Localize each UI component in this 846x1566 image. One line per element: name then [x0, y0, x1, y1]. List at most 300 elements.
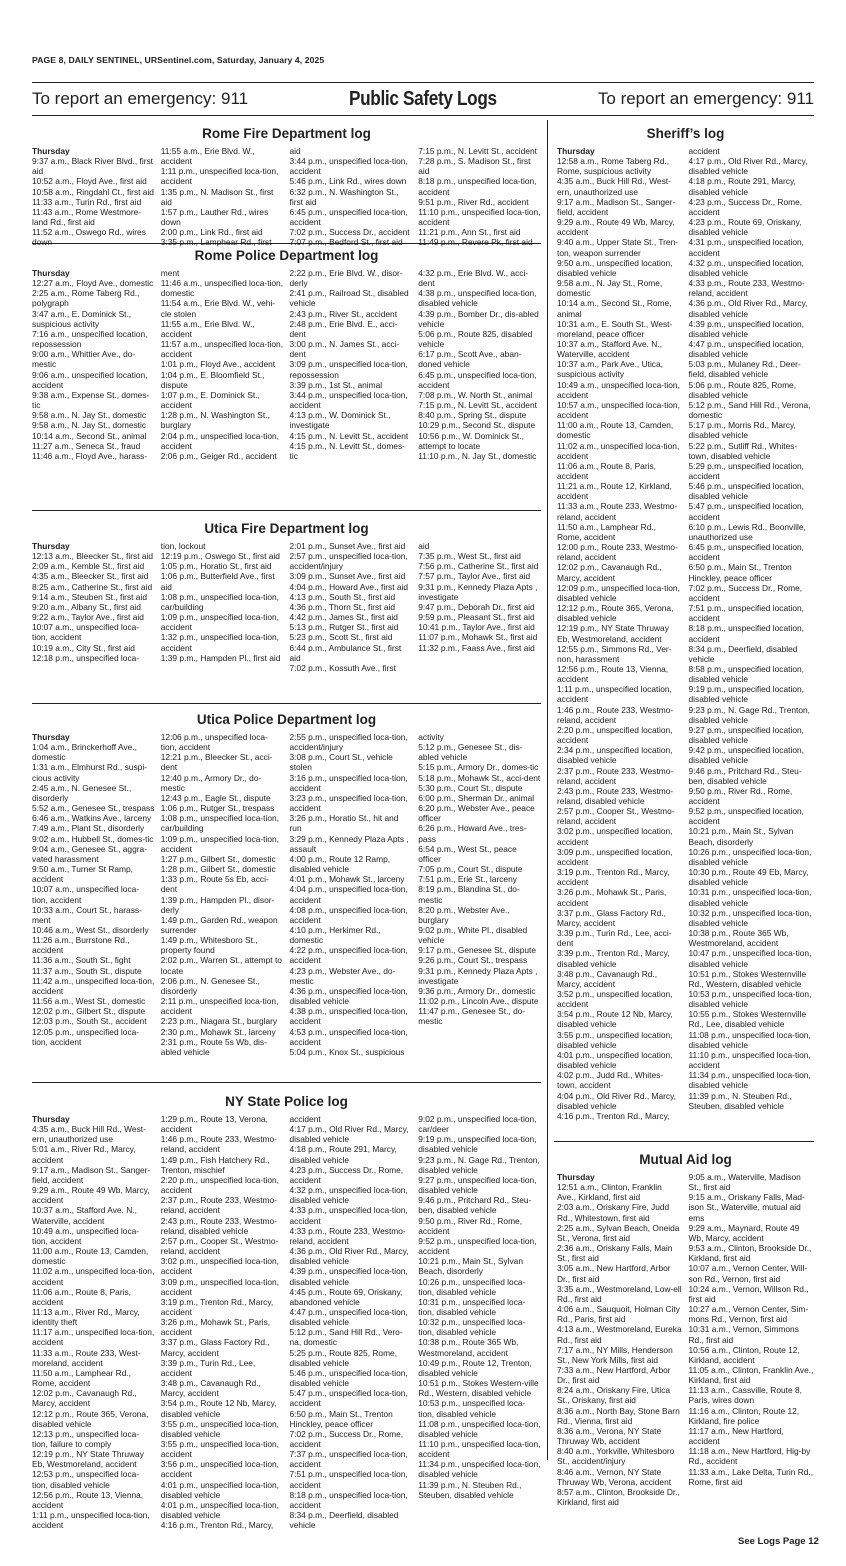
log-entry: 3:26 p.m., Horatio St., hit and run [289, 813, 399, 834]
log-entry: 11:13 a.m., River Rd., Marcy, identity theft [32, 1306, 140, 1328]
log-entry: 10:46 a.m., West St., disorderly [32, 924, 149, 935]
log-entry: 11:06 a.m., Route 8, Paris, accident [32, 1286, 131, 1307]
log-entry: 9:19 p.m., unspecified loca-tion, disabled vehicle [418, 1134, 537, 1155]
log-entry: 5:13 p.m., Rutger St., first aid [289, 622, 399, 633]
log-entry: 2:36 a.m., Oriskany Falls, Main St., first aid [557, 1243, 673, 1264]
log-entry: 9:31 p.m., Kennedy Plaza Apts , investigate [418, 581, 538, 602]
log-entry: 5:46 p.m., Link Rd., wires down [289, 176, 407, 187]
log-entry: 10:29 p.m., Second St., dispute [418, 420, 536, 431]
log-entry: 3:55 p.m., unspecified location, disabled vehicle [557, 1029, 673, 1050]
log-entry: 6:44 p.m., Ambulance St., first aid [289, 642, 402, 663]
log-entry: 9:27 p.m., unspecified loca-tion, disabled vehicle [418, 1174, 537, 1196]
log-entry: 10:57 a.m., unspecified loca-tion, accident [557, 399, 680, 421]
log-entry: 2:03 a.m., Oriskany Fire, Judd Rd., Whitestown, first aid [557, 1202, 670, 1223]
log-entry: 12:19 p.m., NY State Thruway Eb, Westmoreland, accident [32, 1449, 144, 1470]
log-entry: 10:55 p.m., Stokes Westernville Rd., Lee, disabled vehicle [688, 1009, 807, 1030]
log-entry: 3:39 p.m., 1st St., animal [289, 379, 383, 390]
log-entry: 3:16 p.m., unspecified loca-tion, accident [289, 772, 408, 793]
log-entry: 10:56 a.m., Clinton, Route 12, Kirkland, accident [688, 1344, 800, 1365]
log-entry: 5:47 p.m., unspecified loca-tion, accident [289, 1388, 408, 1409]
log-entry: 11:54 a.m., Erie Blvd. W., vehi-cle stolen [160, 298, 276, 319]
log-entry: 9:29 a.m., Maynard, Route 49 Wb, Marcy, accident [688, 1222, 800, 1243]
log-entry: 4:39 p.m., unspecified loca-tion, disabled vehicle [289, 1266, 408, 1287]
log-entry: 4:06 a.m., Sauquoit, Holman City Rd., Paris, first aid [557, 1304, 680, 1325]
log-entry: 11:02 a.m., unspecified loca-tion, accident [557, 440, 680, 461]
log-entry: 3:52 p.m., unspecified location, accident [557, 988, 673, 1010]
log-entry: 9:50 a.m., unspecified location, disabled vehicle [557, 257, 673, 278]
log-column [161, 541, 290, 673]
banner-rule [32, 115, 814, 116]
log-entry: 4:36 p.m., Old River Rd., Marcy, disabled vehicle [688, 298, 808, 319]
log-entry: 5:06 p.m., Route 825, disabled vehicle [418, 328, 533, 350]
log-entry: 10:31 p.m., unspecified loca-tion, disabled vehicle [418, 1296, 526, 1317]
log-entry: 12:51 a.m., Clinton, Franklin Ave., Kirkland, first aid [557, 1182, 662, 1203]
log-entry: 4:33 p.m., unspecified loca-tion, accident [289, 1205, 408, 1226]
log-entry: 10:37 a.m., Stafford Ave. N., Waterville, accident [557, 338, 662, 360]
log-entry: 1:09 p.m., unspecified loca-tion, accident [160, 833, 279, 854]
log-entry: 10:31 a.m., Vernon, Simmons Rd., first aid [688, 1324, 799, 1345]
log-entry: 5:22 p.m., Sutliff Rd., Whites-town, disabled vehicle [688, 440, 798, 461]
log-entry: tion, lockout [160, 541, 206, 551]
log-entry: 1:39 p.m., Hampden Pl., first aid [160, 652, 281, 663]
log-entry: 9:02 a.m., Hubbell St., domes-tic [32, 833, 154, 844]
log-entry: 2:55 p.m., unspecified loca-tion, accident/injury [289, 732, 408, 753]
log-entry: 10:14 a.m., Second St., animal [32, 430, 147, 441]
log-entry: 1:05 p.m., Horatio St., first aid [160, 561, 272, 572]
log-entry: 1:06 p.m., Rutger St., trespass [160, 803, 275, 814]
log-entry: 10:21 p.m., Main St., Sylvan Beach, disorderly [688, 826, 794, 847]
log-entry: 4:32 p.m., Erie Blvd. W., acci-dent [418, 268, 529, 289]
log-entry: 6:17 p.m., Scott Ave., aban-doned vehicle [418, 349, 522, 370]
log-entry: 11:39 p.m., N. Steuben Rd., Steuben, disabled vehicle [418, 1479, 522, 1500]
log-entry: 2:22 p.m., Erie Blvd. W., disor-derly [289, 268, 403, 289]
log-entry: 6:10 p.m., Lewis Rd., Boonville, unauthorized use [688, 521, 806, 542]
log-entry: 10:38 p.m., Route 365 Wb, Westmoreland, accident [418, 1337, 519, 1358]
log-entry: 4:01 p.m., unspecified location, disabled vehicle [557, 1049, 673, 1071]
log-entry: 9:47 p.m., Deborah Dr., first aid [418, 601, 535, 612]
log-entry: 9:23 p.m., N. Gage Rd., Trenton, disabled vehicle [418, 1154, 540, 1175]
log-entry: 4:36 p.m., unspecified loca-tion, disabled vehicle [289, 985, 408, 1007]
log-entry: 1:08 p.m., unspecified loca-tion, car/building [160, 591, 279, 612]
log-entry: 10:49 p.m., Route 12, Trenton, disabled vehicle [418, 1357, 532, 1378]
rule-utica-fire [32, 510, 541, 511]
log-entry: 12:05 p.m., unspecified loca-tion, accident [32, 1026, 140, 1047]
log-entry: 4:33 p.m., Route 233, Westmo-reland, accident [688, 278, 805, 299]
log-entry: 2:06 p.m., N. Genesee St., disorderly [160, 975, 260, 996]
log-entry: 5:12 p.m., Sand Hill Rd., Verona, domestic [688, 399, 811, 421]
log-entry: 11:17 a.m., New Hartford, accident [688, 1425, 784, 1447]
log-entry: 1:29 p.m., Route 13, Verona, accident [160, 1114, 268, 1135]
section-utica-police [32, 712, 541, 1057]
log-entry: 6:26 p.m., Howard Ave., tres-pass [418, 823, 527, 844]
log-entry: 5:30 p.m., Court St., dispute [418, 782, 523, 793]
log-column [418, 541, 541, 673]
log-entry: 4:47 p.m., unspecified loca-tion, disabled vehicle [289, 1306, 408, 1328]
log-entry: 12:21 p.m., Bleecker St., acci-dent [160, 752, 273, 773]
log-entry: 1:27 p.m., Gilbert St., domestic [160, 853, 276, 864]
log-entry: 5:52 a.m., Genesee St., trespass [32, 803, 155, 814]
log-entry: 9:52 p.m., unspecified loca-tion, accident [418, 1235, 537, 1257]
log-entry: 1:11 p.m., unspecified loca-tion, accident [32, 1510, 150, 1531]
log-entry: 9:17 a.m., Madison St., Sanger-field, accident [32, 1164, 151, 1185]
log-entry: 3:48 p.m., Cavanaugh Rd., Marcy, accident [160, 1378, 261, 1399]
log-column [689, 1172, 815, 1507]
log-entry: 3:55 p.m., unspecified loca-tion, accident [160, 1439, 279, 1460]
log-entry: 5:12 p.m., Sand Hill Rd., Vero-na, domestic [289, 1327, 403, 1348]
section-utica-fire [32, 521, 541, 673]
log-entry: 9:26 p.m., Court St., trespass [418, 955, 528, 966]
log-column [290, 1114, 419, 1530]
log-entry: 5:15 p.m., Armory Dr., domes-tic [418, 762, 539, 773]
log-entry: 1:04 a.m., Brinckerhoff Ave., domestic [32, 742, 137, 763]
log-entry: 2:43 p.m., Route 233, Westmo-reland, disabled vehicle [160, 1215, 277, 1236]
section-nys-police [32, 1094, 541, 1530]
log-entry: 11:08 p.m., unspecified loca-tion, disabled vehicle [688, 1029, 811, 1050]
log-entry: 12:02 p.m., Cavanaugh Rd., Marcy, accident [557, 562, 662, 583]
log-entry: 8:40 p.m., Spring St., dispute [418, 410, 527, 421]
log-entry: 9:27 p.m., unspecified location, disabled vehicle [688, 724, 804, 746]
log-column [32, 541, 161, 673]
log-entry: 3:37 p.m., Glass Factory Rd., Marcy, accident [160, 1337, 270, 1358]
log-entry: 10:32 p.m., unspecified loca-tion, disabled vehicle [418, 1317, 526, 1338]
log-entry: 12:53 p.m., unspecified loca-tion, disabled vehicle [32, 1469, 140, 1490]
log-entry: 3:26 p.m., Mohawk St., Paris, accident [160, 1317, 271, 1338]
log-entry: 8:46 a.m., Vernon, NY State Thruway Wb, Verona, accident [557, 1466, 672, 1487]
log-entry: 3:02 p.m., unspecified loca-tion, accident [160, 1256, 279, 1277]
log-entry: 4:36 p.m., Old River Rd., Marcy, disabled vehicle [289, 1246, 409, 1267]
log-entry: 11:50 a.m., Lamphear Rd., Rome, accident [557, 521, 657, 542]
log-entry: 3:35 p.m., Lamphear Rd., first [160, 237, 272, 248]
log-entry: 4:08 p.m., unspecified loca-tion, accident [289, 904, 408, 925]
log-entry: 1:33 p.m., Route 5s Eb, acci-dent [160, 874, 269, 895]
log-entry: 3:39 p.m., Turin Rd., Lee, acci-dent [557, 928, 672, 949]
log-entry: 2:57 p.m., unspecified loca-tion, accident/injury [289, 551, 408, 572]
log-entry: 4:36 p.m., Thorn St., first aid [289, 601, 396, 612]
log-entry: 12:00 p.m., Route 233, Westmo-reland, accident [557, 542, 678, 563]
log-entry: 5:17 p.m., Morris Rd., Marcy, disabled vehicle [688, 420, 796, 441]
log-entry: 3:54 p.m., Route 12 Nb, Marcy, disabled vehicle [557, 1009, 673, 1030]
log-entry: 4:01 p.m., unspecified loca-tion, disabled vehicle [160, 1499, 279, 1521]
log-entry: 4:18 p.m., Route 291, Marcy, disabled vehicle [289, 1144, 397, 1165]
log-column [161, 268, 290, 461]
log-entry: 12:55 p.m., Simmons Rd., Ver-non, harassment [557, 643, 672, 664]
log-entry: 4:10 p.m., Herkimer Rd., domestic [289, 924, 381, 946]
log-entry: 1:28 p.m., N. Washington St., burglary [160, 410, 270, 431]
log-entry: 11:42 a.m., unspecified loca-tion, accident [32, 975, 155, 996]
log-entry: 3:55 p.m., unspecified loca-tion, disabled vehicle [160, 1418, 279, 1439]
log-entry: 2:57 p.m., Cooper St., Westmo-reland, accident [557, 806, 675, 827]
log-entry: 5:04 p.m., Knox St., suspicious [289, 1046, 405, 1057]
log-entry: 11:43 a.m., Rome Westmore-land Rd., first aid [32, 206, 142, 228]
log-entry: 11:34 p.m., unspecified loca-tion, disabled vehicle [688, 1070, 811, 1091]
log-entry: 7:56 p.m., Catherine St., first aid [418, 561, 539, 572]
log-entry: 4:32 p.m., unspecified loca-tion, disabled vehicle [289, 1185, 408, 1206]
log-entry: 1:46 p.m., Route 233, Westmo-reland, accident [557, 704, 674, 725]
log-entry: 10:38 p.m., Route 365 Wb, Westmoreland, accident [688, 928, 789, 949]
log-entry: 9:40 a.m., Upper State St., Tren-ton, weapon surrender [557, 237, 679, 258]
log-entry: 4:35 a.m., Buck Hill Rd., West-ern, unauthorized use [557, 176, 671, 197]
continued-link[interactable]: See Logs Page 12 [738, 1536, 819, 1547]
log-entry: 1:57 p.m., Lauther Rd., wires down [160, 206, 269, 228]
log-entry: 10:52 a.m., Floyd Ave., first aid [32, 176, 147, 187]
log-column [557, 146, 689, 1121]
log-entry: 6:00 p.m., Sherman Dr., animal [418, 792, 535, 803]
log-entry: 4:39 p.m., Bomber Dr., dis-abled vehicle [418, 308, 539, 329]
log-entry: 5:47 p.m., unspecified location, accident [688, 501, 804, 522]
log-entry: 4:13 p.m., South St., first aid [289, 591, 396, 602]
rule-nys-police [32, 1082, 541, 1083]
log-entry: 12:56 p.m., Route 13, Vienna, accident [557, 663, 669, 685]
log-entry: 4:04 p.m., Howard Ave., first aid [289, 581, 409, 592]
log-entry: 10:58 a.m., Ringdahl Ct., first aid [32, 186, 154, 197]
log-entry: 10:47 p.m., unspecified loca-tion, disabled vehicle [688, 948, 812, 969]
log-entry: 9:58 a.m., N. Jay St., domestic [32, 410, 147, 421]
log-entry: 2:45 a.m., N. Genesee St., disorderly [32, 782, 132, 803]
log-entry: 5:29 p.m., unspecified location, accident [688, 460, 804, 481]
log-entry: 4:15 p.m., N. Levitt St., domes-tic [289, 440, 405, 461]
section-title: Rome Fire Department log [202, 126, 371, 141]
log-entry: 10:51 p.m., Stokes Westernville Rd., Western, disabled vehicle [688, 968, 807, 989]
log-entry: 12:19 p.m., NY State Thruway Eb, Westmoreland, accident [557, 623, 669, 644]
log-entry: 10:31 p.m., unspecified loca-tion, disabled vehicle [688, 887, 812, 908]
log-entry: 7:02 p.m., Kossuth Ave., first [289, 662, 396, 673]
log-entry: 7:15 p.m., N. Levitt St., accident [418, 400, 537, 411]
log-entry: 9:05 a.m., Waterville, Madison St., first aid [688, 1172, 801, 1193]
log-entry: 2:30 p.m., Mohawk St., larceny [160, 1026, 276, 1037]
log-entry: 3:02 p.m., unspecified location, accident [557, 826, 673, 847]
log-entry: 11:16 a.m., Clinton, Route 12, Kirkland, fire police [688, 1405, 800, 1426]
log-entry: accident [289, 1114, 321, 1124]
log-entry: 11:33 a.m., Turin Rd., first aid [32, 196, 142, 207]
log-entry: 9:50 p.m., River Rd., Rome, accident [688, 785, 793, 806]
log-columns [32, 146, 541, 248]
log-entry: 9:29 a.m., Route 49 Wb, Marcy, accident [557, 217, 675, 238]
log-entry: 5:18 p.m., Mohawk St., acci-dent [418, 772, 541, 783]
log-entry: 11:10 p.m., unspecified loca-tion, accident [418, 1439, 541, 1460]
log-entry: 7:02 p.m., Success Dr., accident [289, 227, 410, 238]
log-entry: 9:42 p.m., unspecified location, disabled vehicle [688, 745, 804, 766]
log-column [290, 732, 419, 1057]
log-entry: 11:26 a.m., Burrstone Rd., accident [32, 935, 130, 956]
emergency-left: To report an emergency: 911 [32, 89, 249, 108]
log-entry: accident [688, 146, 720, 156]
log-entry: 9:04 a.m., Genesee St., aggra-vated harassment [32, 843, 147, 864]
log-entry: 2:00 p.m., Link Rd., first aid [160, 227, 263, 238]
log-entry: 2:43 p.m., River St., accident [289, 308, 398, 319]
log-column [418, 1114, 541, 1530]
log-entry: 4:35 a.m., Buck Hill Rd., West-ern, unauthorized use [32, 1124, 146, 1145]
log-entry: 3:56 p.m., unspecified loca-tion, accident [160, 1459, 279, 1480]
log-entry: 4:38 p.m., unspecified loca-tion, disabled vehicle [418, 288, 537, 309]
log-entry: 2:31 p.m., Route 5s Wb, dis-abled vehicle [160, 1036, 267, 1057]
log-entry: 2:20 p.m., unspecified loca-tion, accident [160, 1174, 279, 1196]
log-entry: 10:37 a.m., Stafford Ave. N., Waterville, accident [32, 1205, 137, 1226]
log-entry: 11:46 a.m., Floyd Ave., harass- [32, 450, 148, 461]
log-entry: 5:03 p.m., Mulaney Rd., Deer-field, disabled vehicle [688, 359, 801, 380]
log-columns [557, 146, 814, 1121]
log-entry: 7:51 p.m., unspecified loca-tion, accident [289, 1469, 408, 1490]
log-entry: 9:17 a.m., Madison St., Sanger-field, accident [557, 196, 676, 217]
log-entry: 10:49 a.m., unspecified loca-tion, accident [32, 1225, 140, 1246]
log-entry: 8:36 a.m., North Bay, Stone Barn Rd., Vienna, first aid [557, 1405, 680, 1426]
log-column [32, 1114, 161, 1530]
log-entry: 2:43 p.m., Route 233, Westmo-reland, disabled vehicle [557, 785, 674, 806]
log-entry: 2:02 p.m., Warren St., attempt to locate [160, 955, 282, 976]
log-entry: 12:12 p.m., Route 365, Verona, disabled vehicle [32, 1408, 149, 1429]
section-title: Sheriff’s log [646, 126, 725, 141]
log-entry: 4:39 p.m., unspecified location, disabled vehicle [688, 318, 804, 339]
log-entry: 11:55 a.m., Erie Blvd. W., accident [160, 318, 255, 339]
log-entry: 3:44 p.m., unspecified loca-tion, accident [289, 156, 408, 177]
log-entry: 3:26 p.m., Mohawk St., Paris, accident [557, 887, 667, 908]
log-entry: 11:46 a.m., unspecified loca-tion, domestic [160, 278, 284, 299]
log-entry: 5:46 p.m., unspecified loca-tion, disabled vehicle [289, 1367, 408, 1389]
log-entry: 8:34 p.m., Deerfield, disabled vehicle [688, 643, 798, 664]
page-title: Public Safety Logs [349, 87, 497, 110]
section-title: Rome Police Department log [194, 248, 379, 263]
log-entry: 9:15 a.m., Oriskany Falls, Mad-ison St., Waterville, mutual aid ems [688, 1192, 805, 1223]
log-entry: 9:02 p.m., White Pl., disabled vehicle [418, 924, 528, 946]
log-columns [32, 732, 541, 1057]
log-entry: 6:20 p.m., Webster Ave., peace officer [418, 803, 535, 824]
log-column [290, 146, 419, 248]
log-entry: 11:10 p.m., unspecified loca-tion, accident [418, 206, 541, 228]
log-entry: 4:16 p.m., Trenton Rd., Marcy, [557, 1110, 670, 1121]
log-entry: 7:49 a.m., Plant St., disorderly [32, 823, 145, 834]
log-entry: 5:01 a.m., River Rd., Marcy, accident [32, 1144, 136, 1165]
section-banner [32, 86, 814, 112]
log-entry: 3:54 p.m., Route 12 Nb, Marcy, disabled vehicle [160, 1398, 277, 1419]
log-entry: 1:32 p.m., unspecified loca-tion, accident [160, 632, 279, 653]
log-column [689, 146, 815, 1121]
log-entry: 4:32 p.m., unspecified location, disabled vehicle [688, 257, 804, 278]
log-entry: 11:33 a.m., Route 233, West-moreland, accident [32, 1347, 141, 1368]
log-entry: 8:18 p.m., unspecified loca-tion, accident [418, 176, 537, 197]
log-entry: 10:33 a.m., Court St., harass-ment [32, 904, 142, 925]
log-entry: 2:41 p.m., Railroad St., disabled vehicle [289, 288, 409, 309]
page-folio: PAGE 8, DAILY SENTINEL, URSentinel.com, Saturday, January 4, 2025 [32, 55, 325, 65]
log-entry: 5:25 p.m., Route 825, Rome, disabled vehicle [289, 1347, 398, 1368]
log-entry: 7:05 p.m., Court St., dispute [418, 864, 523, 875]
log-entry: 6:45 p.m., unspecified location, accident [688, 542, 804, 563]
log-entry: 10:32 p.m., unspecified loca-tion, disabled vehicle [688, 907, 812, 928]
log-entry: 9:58 a.m., N. Jay St., domestic [32, 420, 147, 431]
log-entry: 1:35 p.m., N. Madison St., first aid [160, 186, 274, 207]
log-entry: 12:40 p.m., Armory Dr., do-mestic [160, 772, 262, 793]
log-entry: 2:11 p.m., unspecified loca-tion, accident [160, 996, 279, 1017]
log-entry: 4:38 p.m., unspecified loca-tion, accident [289, 1006, 408, 1027]
log-entry: 1:31 a.m., Elmhurst Rd., suspi-cious activity [32, 762, 147, 783]
rule-mutual-aid [554, 1141, 814, 1142]
log-entry: 12:56 p.m., Route 13, Vienna, accident [32, 1489, 144, 1510]
log-entry: 10:27 a.m., Vernon Center, Sim-mons Rd., Vernon, first aid [688, 1304, 809, 1325]
log-entry: 11:06 a.m., Route 8, Paris, accident [557, 460, 656, 481]
log-entry: 4:31 p.m., unspecified location, accident [688, 237, 804, 258]
log-entry: 4:15 p.m., N. Levitt St., accident [289, 430, 409, 441]
log-entry: 12:13 a.m., Bleecker St., first aid [32, 551, 154, 562]
log-entry: 11:52 a.m., Oswego Rd., wires down [32, 227, 146, 248]
log-entry: 5:46 p.m., unspecified location, disabled vehicle [688, 481, 804, 502]
day-heading: Thursday [32, 1114, 70, 1124]
emergency-right: To report an emergency: 911 [597, 89, 814, 108]
log-entry: 2:06 p.m., Geiger Rd., accident [160, 450, 277, 461]
log-entry: 8:40 a.m., Yorkville, Whitesboro St., accident/injury [557, 1446, 675, 1467]
log-entry: 11:49 p.m., Revere Pk, first aid [418, 237, 533, 248]
log-entry: 11:21 p.m., Ann St., first aid [418, 227, 521, 238]
log-entry: 3:00 p.m., N. James St., acci-dent [289, 339, 400, 360]
log-entry: 3:35 a.m., Westmoreland, Low-ell Rd., first aid [557, 1283, 682, 1304]
section-title: Utica Fire Department log [204, 521, 369, 536]
log-entry: 10:07 a.m., unspecified loca-tion, accident [32, 622, 140, 643]
log-column [32, 268, 161, 461]
log-entry: 8:20 p.m., Webster Ave., burglary [418, 904, 510, 925]
log-entry: 8:18 p.m., unspecified loca-tion, accident [289, 1489, 408, 1510]
log-entry: 11:55 a.m., Erie Blvd. W., accident [160, 146, 255, 167]
log-entry: 10:53 p.m., unspecified loca-tion, disabled vehicle [418, 1398, 526, 1419]
log-entry: 4:18 p.m., Route 291, Marcy, disabled vehicle [688, 176, 796, 197]
log-entry: 2:25 a.m., Sylvan Beach, Oneida St., Verona, first aid [557, 1222, 680, 1243]
log-entry: 12:18 p.m., unspecified loca- [32, 652, 140, 663]
log-entry: 1:08 p.m., unspecified loca-tion, car/building [160, 813, 279, 834]
log-entry: 8:24 a.m., Oriskany Fire, Utica St., Oriskany, first aid [557, 1385, 671, 1406]
log-entry: 4:17 p.m., Old River Rd., Marcy, disabled vehicle [688, 156, 808, 177]
log-entry: 8:34 p.m., Deerfield, disabled vehicle [289, 1510, 399, 1531]
log-entry: 11:27 a.m., Seneca St., fraud [32, 440, 141, 451]
log-entry: 3:09 p.m., unspecified loca-tion, repossession [289, 359, 408, 380]
log-entry: 12:27 a.m., Floyd Ave., domestic [32, 278, 154, 289]
log-entry: 3:19 p.m., Trenton Rd., Marcy, accident [557, 867, 670, 888]
section-mutual-aid [557, 1152, 814, 1507]
log-entry: 3:48 p.m., Cavanaugh Rd., Marcy, accident [557, 968, 658, 989]
log-entry: 11:00 a.m., Route 13, Camden, domestic [32, 1246, 149, 1267]
log-entry: 9:31 p.m., Kennedy Plaza Apts , investigate [418, 965, 538, 986]
day-heading: Thursday [32, 146, 70, 156]
log-entry: 10:19 a.m., City St., first aid [32, 642, 135, 653]
log-entry: 9:00 a.m., Whittier Ave., do-mestic [32, 349, 136, 370]
log-entry: 9:52 p.m., unspecified location, accident [688, 806, 804, 827]
log-entry: 11:56 a.m., West St., domestic [32, 996, 146, 1007]
log-entry: aid [289, 146, 301, 156]
log-entry: 7:33 a.m., New Hartford, Arbor Dr., first aid [557, 1364, 671, 1386]
log-entry: 7:17 a.m., NY Mills, Henderson St., New York Mills, first aid [557, 1344, 673, 1365]
log-entry: 9:58 a.m., N. Jay St., Rome, domestic [557, 278, 663, 299]
section-sheriff [557, 126, 814, 1121]
log-entry: 7:57 p.m., Taylor Ave., first aid [418, 571, 531, 582]
log-entry: 11:07 p.m., Mohawk St., first aid [418, 632, 538, 643]
log-entry: 9:36 p.m., Armory Dr., domestic [418, 985, 536, 996]
log-entry: 7:02 p.m., Success Dr., Rome, accident [289, 1428, 404, 1449]
log-entry: 9:17 p.m., Genesee St., dispute [418, 945, 537, 956]
log-entry: 3:47 a.m., E. Dominick St., suspicious activity [32, 308, 132, 329]
log-entry: 9:14 a.m., Steuben St., first aid [32, 591, 147, 602]
log-entry: 2:37 p.m., Route 233, Westmo-reland, accident [557, 765, 674, 786]
log-entry: 7:51 p.m., Erie St., larceny [418, 874, 517, 885]
log-columns [32, 541, 541, 673]
log-entry: 1:01 p.m., Floyd Ave., accident [160, 359, 276, 370]
log-column [557, 1172, 689, 1507]
log-entry: 3:37 p.m., Glass Factory Rd., Marcy, accident [557, 907, 666, 928]
log-entry: 1:06 p.m., Butterfield Ave., first aid [160, 571, 275, 592]
log-entry: 12:02 p.m., Gilbert St., dispute [32, 1006, 146, 1017]
log-entry: 3:23 p.m., unspecified loca-tion, accident [289, 792, 408, 814]
log-entry: 12:12 p.m., Route 365, Verona, disabled vehicle [557, 603, 674, 624]
log-entry: 4:02 p.m., Judd Rd., Whites-town, accident [557, 1070, 664, 1091]
rule-utica-police [32, 703, 541, 704]
section-rome-fire [32, 126, 541, 248]
log-entry: 2:01 p.m., Sunset Ave., first aid [289, 541, 406, 551]
log-entry: 2:04 p.m., unspecified loca-tion, accident [160, 430, 279, 451]
log-columns [557, 1172, 814, 1507]
